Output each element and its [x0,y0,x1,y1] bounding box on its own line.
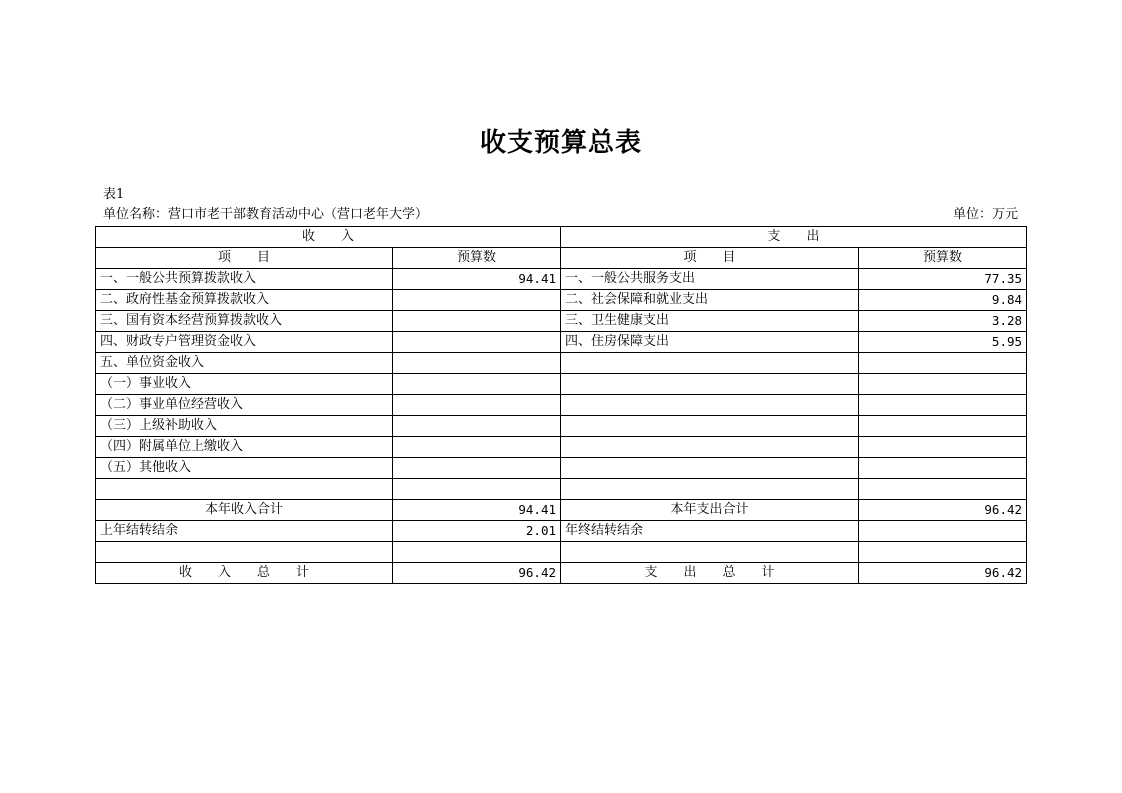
expense-amount-header: 预算数 [859,248,1027,269]
expense-total-value: 96.42 [859,563,1027,584]
income-amount-cell [393,416,561,437]
expense-item-cell [561,374,859,395]
expense-carry-label: 年终结转结余 [561,521,859,542]
expense-amount-cell [859,437,1027,458]
expense-item-cell [561,416,859,437]
income-item-cell: 三、国有资本经营预算拨款收入 [96,311,393,332]
table-row [96,353,1027,374]
table-row [96,290,1027,311]
unit-label: 单位：万元 [952,207,1018,222]
page-title: 收支预算总表 [479,128,642,158]
table-row [96,269,1027,290]
expense-item-cell: 二、社会保障和就业支出 [561,290,859,311]
expense-item-cell: 一、一般公共服务支出 [561,269,859,290]
total-row [96,563,1027,584]
income-item-cell: 四、财政专户管理资金收入 [96,332,393,353]
expense-amount-cell [859,458,1027,479]
income-amount-cell [393,332,561,353]
expense-item-cell: 三、卫生健康支出 [561,311,859,332]
income-item-cell: （四）附属单位上缴收入 [96,437,393,458]
expense-amount-cell: 77.35 [859,269,1027,290]
table-row [96,395,1027,416]
table-row [96,416,1027,437]
table-number: 表1 [103,187,125,202]
blank-cell [96,542,393,563]
income-amount-cell [393,374,561,395]
column-header-row [96,248,1027,269]
income-amount-cell [393,458,561,479]
income-amount-cell [393,353,561,374]
table-row [96,479,1027,500]
expense-amount-cell [859,374,1027,395]
expense-carry-value [859,521,1027,542]
table-row [96,458,1027,479]
income-item-cell: 二、政府性基金预算拨款收入 [96,290,393,311]
expense-amount-cell [859,416,1027,437]
expense-item-cell [561,353,859,374]
income-amount-cell [393,479,561,500]
budget-table-body [96,227,1027,500]
expense-subtotal-value: 96.42 [859,500,1027,521]
expense-amount-cell [859,479,1027,500]
budget-table-footer [96,500,1027,584]
income-item-cell: （三）上级补助收入 [96,416,393,437]
expense-item-cell [561,437,859,458]
income-item-cell: （五）其他收入 [96,458,393,479]
income-total-label: 收 入 总 计 [96,563,393,584]
income-item-cell [96,479,393,500]
table-row [96,332,1027,353]
income-carry-label: 上年结转结余 [96,521,393,542]
blank-cell [561,542,859,563]
income-item-cell: 五、单位资金收入 [96,353,393,374]
expense-item-cell [561,458,859,479]
expense-amount-cell: 3.28 [859,311,1027,332]
expense-item-cell [561,479,859,500]
expense-item-cell [561,395,859,416]
blank-cell [859,542,1027,563]
table-row [96,437,1027,458]
income-item-header: 项 目 [96,248,393,269]
expense-item-cell: 四、住房保障支出 [561,332,859,353]
table-row [96,374,1027,395]
income-amount-cell: 94.41 [393,269,561,290]
income-carry-value: 2.01 [393,521,561,542]
income-amount-header: 预算数 [393,248,561,269]
expense-total-label: 支 出 总 计 [561,563,859,584]
income-subtotal-value: 94.41 [393,500,561,521]
blank-cell [393,542,561,563]
income-total-value: 96.42 [393,563,561,584]
table-row [96,311,1027,332]
expense-subtotal-label: 本年支出合计 [561,500,859,521]
blank-row [96,542,1027,563]
income-item-cell: （一）事业收入 [96,374,393,395]
subtotal-row [96,500,1027,521]
expense-amount-cell [859,353,1027,374]
carry-row [96,521,1027,542]
income-subtotal-label: 本年收入合计 [96,500,393,521]
expense-amount-cell: 5.95 [859,332,1027,353]
income-amount-cell [393,290,561,311]
expense-amount-cell [859,395,1027,416]
expense-item-header: 项 目 [561,248,859,269]
income-amount-cell [393,395,561,416]
income-item-cell: （二）事业单位经营收入 [96,395,393,416]
unit-name: 单位名称：营口市老干部教育活动中心（营口老年大学） [103,207,429,222]
expense-section-header: 支 出 [561,227,1027,248]
section-header-row [96,227,1027,248]
income-section-header: 收 入 [96,227,561,248]
budget-table [95,226,1027,584]
expense-amount-cell: 9.84 [859,290,1027,311]
income-amount-cell [393,311,561,332]
income-amount-cell [393,437,561,458]
income-item-cell: 一、一般公共预算拨款收入 [96,269,393,290]
